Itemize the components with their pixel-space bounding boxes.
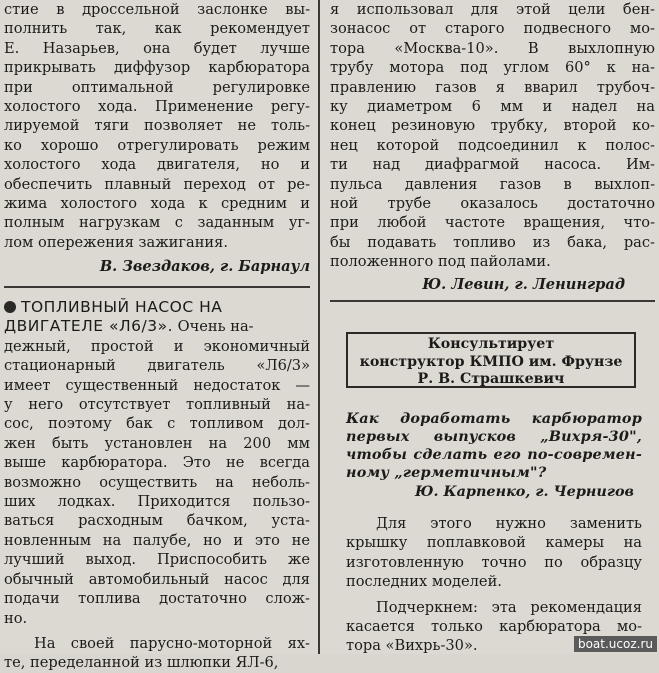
answer-block — [346, 514, 642, 656]
article-line: Е. Назарьев, она будет лучше — [4, 39, 310, 57]
article-line: ко хорошо отрегулировать режим — [4, 136, 310, 154]
article-line: правлению газов я вварил трубоч- — [330, 78, 655, 96]
article-line: положенного под пайолами. — [330, 253, 551, 271]
watermark: boat.ucoz.ru — [574, 636, 657, 652]
article-line: полным нагрузкам с заданным уг- — [4, 214, 310, 232]
fuel-pump-headline-line1: ТОПЛИВНЫЙ НАСОС НА — [4, 298, 310, 317]
fuel-pump-body — [4, 337, 310, 628]
fuel-pump-article — [4, 298, 310, 673]
left-top-article — [4, 0, 310, 252]
article-line: трубу мотора под углом 60° к на- — [330, 59, 655, 77]
answer-line: последних моделей. — [346, 573, 502, 591]
article-line: На своей парусно-моторной ях- — [34, 634, 310, 652]
article-line: жен быть установлен на 200 мм — [4, 434, 310, 452]
right-column — [330, 0, 655, 293]
article-line: ших лодках. Приходится пользо- — [4, 493, 310, 511]
article-line: тора «Москва-10». В выхлопную — [330, 39, 655, 57]
question-block — [346, 410, 642, 500]
article-line: прикрывать диффузор карбюратора — [4, 59, 310, 77]
article-line: зонасос от старого подвесного мо- — [330, 20, 655, 38]
article-line: ку диаметром 6 мм и надел на — [330, 98, 655, 116]
right-section-divider — [330, 300, 655, 302]
article-line: у него отсутствует топливный на- — [4, 396, 310, 414]
article-line: при оптимальной регулировке — [4, 78, 310, 96]
article-line: выше карбюратора. Это не всегда — [4, 454, 310, 472]
article-line: конец резиновую трубку, второй ко- — [330, 117, 655, 135]
note-line: Подчеркнем: эта рекомендация — [376, 598, 642, 616]
article-line: обеспечить плавный переход от ре- — [4, 175, 310, 193]
article-line: лируемой тяги позволяет не толь- — [4, 117, 310, 135]
right-top-signature: Ю. Левин, г. Ленинград — [422, 275, 625, 293]
article-line: лучший выход. Приспособить же — [4, 551, 310, 569]
article-line: стие в дроссельной заслонке вы- — [4, 1, 310, 18]
article-line: дежный, простой и экономичный — [4, 337, 310, 355]
article-line: обычный автомобильный насос для — [4, 570, 310, 588]
left-top-signature: В. Звездаков, г. Барнаул — [99, 258, 310, 276]
article-line: при любой частоте вращения, что- — [330, 214, 655, 232]
consult-line2: конструктор КМПО им. Фрунзе — [359, 353, 623, 370]
consult-line3: Р. В. Страшкевич — [417, 371, 565, 387]
article-line: возможно осуществить на неболь- — [4, 473, 310, 491]
bullet-icon — [4, 301, 16, 313]
article-line: я использовал для этой цели бен- — [330, 1, 655, 18]
article-line: стационарный двигатель «Л6/3» — [4, 357, 310, 375]
article-line: ной трубе оказалось достаточно — [330, 195, 655, 213]
fuel-pump-headline-line2: ДВИГАТЕЛЕ «Л6/3». Очень на- — [4, 317, 254, 336]
question-line: ному „герметичным"? — [346, 464, 547, 481]
article-line: холостого хода двигателя, но и — [4, 156, 310, 174]
article-line: лом опережения зажигания. — [4, 233, 228, 251]
article-line: имеет существенный недостаток — — [4, 376, 310, 394]
question-line: первых выпусков „Вихря-30", — [346, 428, 642, 445]
answer-line: Для этого нужно заменить — [376, 515, 642, 532]
answer-line: крышку поплавковой камеры на — [346, 534, 642, 552]
left-column — [4, 0, 310, 275]
article-line: те, переделанной из шлюпки ЯЛ-6, — [4, 654, 279, 672]
consult-line1: Консультирует — [427, 336, 555, 352]
article-line: подачи топлива достаточно слож- — [4, 590, 310, 608]
consultant-box — [346, 332, 636, 388]
article-line: ти над диафрагмой насоса. Им- — [330, 156, 655, 174]
answer-text — [346, 514, 642, 592]
question-signature: Ю. Карпенко, г. Чернигов — [414, 483, 634, 500]
column-divider — [318, 0, 320, 654]
article-line: холостого хода. Применение регу- — [4, 98, 310, 116]
article-line: сос, поэтому бак с топливом дол- — [4, 415, 310, 433]
question-line: Как доработать карбюратор — [346, 410, 642, 427]
note-line: касается только карбюратора мо- — [346, 618, 642, 636]
article-line: ваться расходным бачком, уста- — [4, 512, 310, 530]
article-line: полнить так, как рекомендует — [4, 20, 310, 38]
article-line: но. — [4, 609, 28, 627]
article-line: бы подавать топливо из бака, рас- — [330, 233, 655, 251]
note-line: тора «Вихрь-30». — [346, 637, 478, 655]
question-text — [346, 410, 642, 482]
answer-line: изготовленную точно по образцу — [346, 553, 642, 571]
article-line: новленным на палубе, но и это не — [4, 531, 310, 549]
article-line: жима холостого хода к средним и — [4, 195, 310, 213]
left-section-divider — [4, 286, 310, 288]
article-line: нец которой подсоединил к полос- — [330, 136, 655, 154]
article-line: пульса давления газов в выхлоп- — [330, 175, 655, 193]
question-line: чтобы сделать его по-современ- — [346, 446, 642, 463]
right-top-article — [330, 0, 655, 272]
fuel-pump-continuation — [4, 634, 310, 673]
